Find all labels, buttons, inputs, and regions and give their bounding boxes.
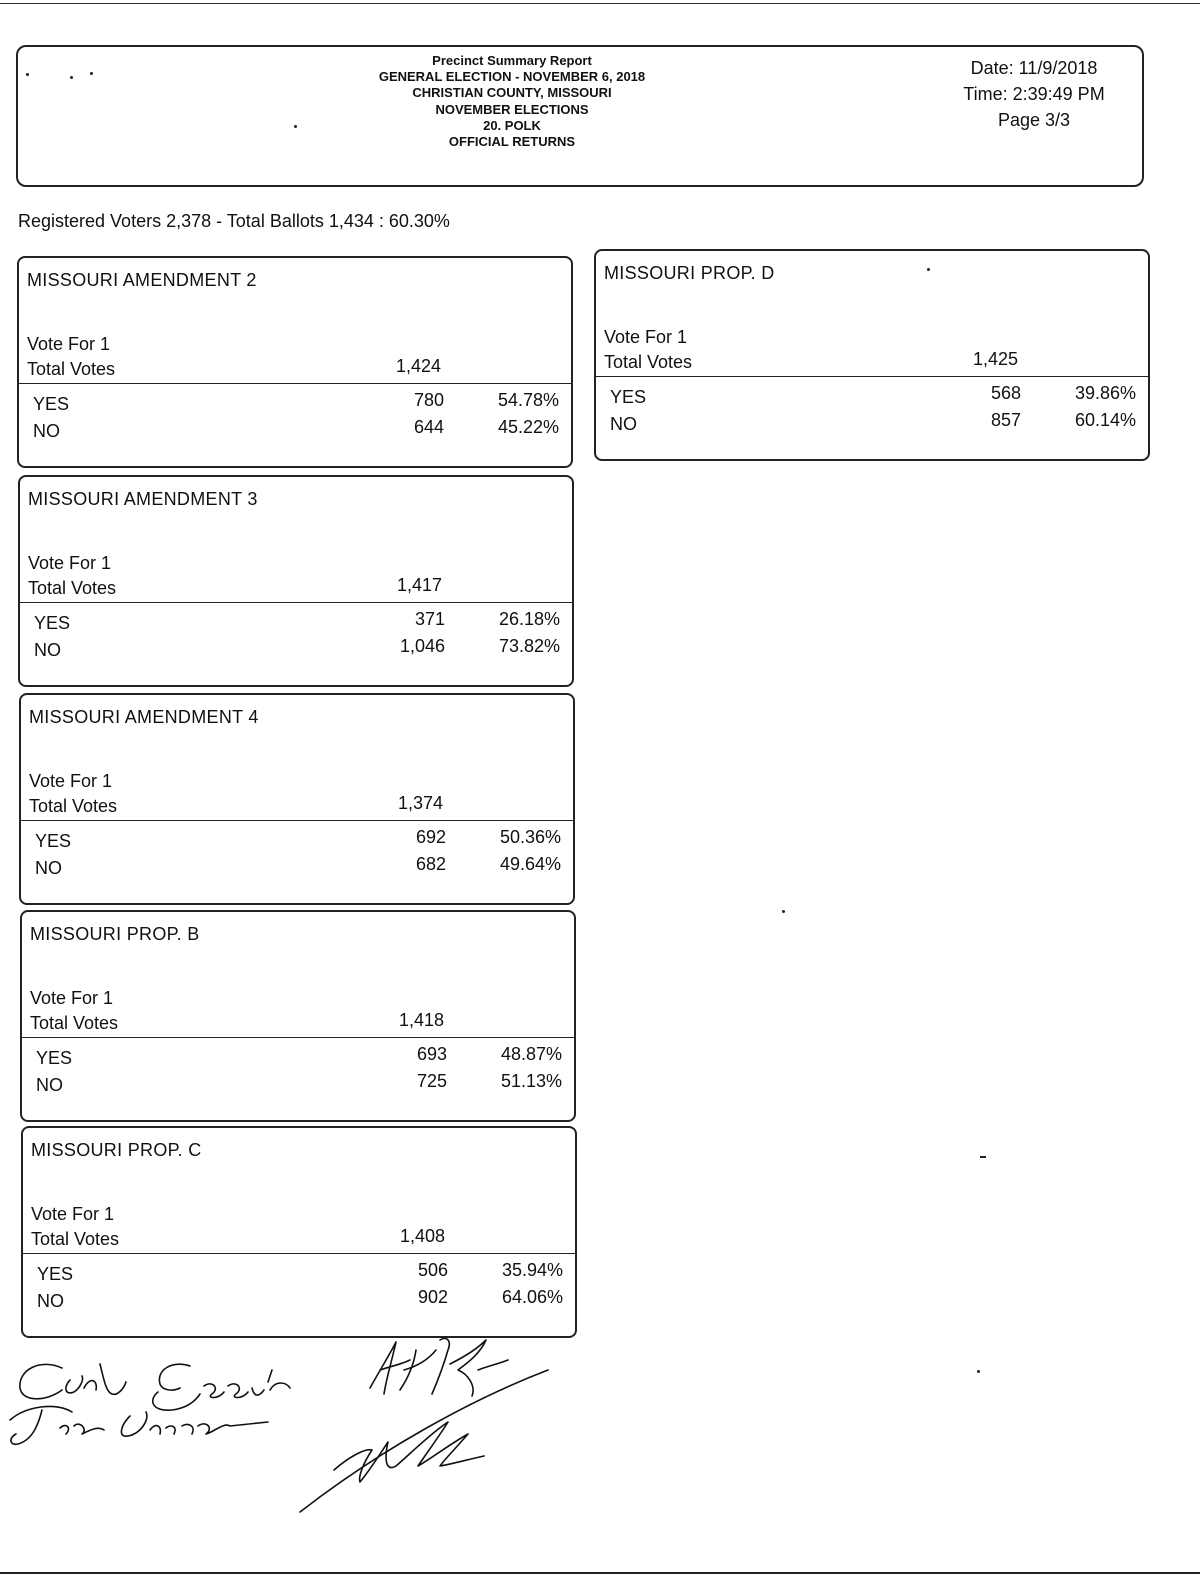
report-date: Date: 11/9/2018 xyxy=(970,58,1098,78)
choice-row-yes xyxy=(23,1260,575,1286)
divider xyxy=(23,1253,575,1254)
contest-missouri-prop-c xyxy=(21,1126,577,1338)
returns-label: OFFICIAL RETURNS xyxy=(448,134,576,150)
page-top-edge xyxy=(0,3,1200,4)
choice-votes: 1,046 xyxy=(399,636,445,656)
choice-row-no xyxy=(20,636,572,662)
total-votes-value: 1,424 xyxy=(395,356,441,376)
vote-for-label: Vote For 1 xyxy=(29,771,113,791)
contest-missouri-amendment-3 xyxy=(18,475,574,687)
choice-name: YES xyxy=(34,613,71,633)
choice-percent: 60.14% xyxy=(1074,410,1136,430)
choice-row-yes xyxy=(19,390,571,416)
choice-percent: 35.94% xyxy=(501,1260,563,1280)
choice-votes: 692 xyxy=(415,827,446,847)
divider xyxy=(22,1037,574,1038)
election-name: GENERAL ELECTION - NOVEMBER 6, 2018 xyxy=(378,69,646,85)
choice-votes: 902 xyxy=(417,1287,448,1307)
choice-percent: 26.18% xyxy=(498,609,560,629)
divider xyxy=(20,602,572,603)
total-votes-label: Total Votes xyxy=(28,578,117,598)
divider xyxy=(19,383,571,384)
choice-name: NO xyxy=(35,858,62,878)
choice-percent: 50.36% xyxy=(499,827,561,847)
signature-2 xyxy=(10,1406,268,1444)
choice-name: NO xyxy=(33,421,60,441)
choice-row-no xyxy=(21,854,573,880)
scan-speck xyxy=(90,72,93,75)
county-name: CHRISTIAN COUNTY, MISSOURI xyxy=(412,85,612,101)
scan-speck xyxy=(782,910,785,913)
choice-name: YES xyxy=(610,387,647,407)
choice-percent: 73.82% xyxy=(498,636,560,656)
total-votes-label: Total Votes xyxy=(29,796,118,816)
contest-missouri-prop-d xyxy=(594,249,1150,461)
report-time: Time: 2:39:49 PM xyxy=(963,84,1105,104)
vote-for-label: Vote For 1 xyxy=(27,334,111,354)
choice-row-no xyxy=(22,1071,574,1097)
total-votes-label: Total Votes xyxy=(30,1013,119,1033)
choice-row-no xyxy=(23,1287,575,1313)
choice-row-yes xyxy=(22,1044,574,1070)
choice-votes: 682 xyxy=(415,854,446,874)
page-bottom-edge xyxy=(0,1572,1200,1574)
initials-mark xyxy=(300,1338,548,1512)
vote-for-label: Vote For 1 xyxy=(604,327,688,347)
turnout-summary: Registered Voters 2,378 - Total Ballots 1,434 : 60.30% xyxy=(18,211,450,231)
total-votes-value: 1,425 xyxy=(972,349,1018,369)
choice-votes: 568 xyxy=(990,383,1021,403)
scan-speck xyxy=(980,1156,986,1158)
choice-row-no xyxy=(596,410,1148,436)
choice-row-yes xyxy=(21,827,573,853)
report-heading xyxy=(288,53,736,150)
report-meta xyxy=(934,55,1134,133)
contest-missouri-amendment-4 xyxy=(19,693,575,905)
choice-votes: 857 xyxy=(990,410,1021,430)
total-votes-label: Total Votes xyxy=(31,1229,120,1249)
choice-name: YES xyxy=(33,394,70,414)
choice-votes: 780 xyxy=(413,390,444,410)
choice-percent: 54.78% xyxy=(497,390,559,410)
choice-votes: 506 xyxy=(417,1260,448,1280)
divider xyxy=(21,820,573,821)
total-votes-label: Total Votes xyxy=(604,352,693,372)
choice-row-no xyxy=(19,417,571,443)
contest-title: MISSOURI AMENDMENT 4 xyxy=(29,707,259,727)
divider xyxy=(596,376,1148,377)
choice-percent: 39.86% xyxy=(1074,383,1136,403)
choice-percent: 49.64% xyxy=(499,854,561,874)
contest-title: MISSOURI PROP. C xyxy=(31,1140,202,1160)
choice-name: NO xyxy=(36,1075,63,1095)
vote-for-label: Vote For 1 xyxy=(28,553,112,573)
total-votes-value: 1,374 xyxy=(397,793,443,813)
contest-title: MISSOURI PROP. B xyxy=(30,924,200,944)
contest-title: MISSOURI PROP. D xyxy=(604,263,775,283)
choice-name: YES xyxy=(36,1048,73,1068)
report-title: Precinct Summary Report xyxy=(432,53,592,68)
choice-row-yes xyxy=(596,383,1148,409)
contest-missouri-prop-b xyxy=(20,910,576,1122)
total-votes-value: 1,408 xyxy=(399,1226,445,1246)
choice-votes: 693 xyxy=(416,1044,447,1064)
scan-speck xyxy=(977,1370,980,1373)
choice-votes: 371 xyxy=(414,609,445,629)
contest-title: MISSOURI AMENDMENT 3 xyxy=(28,489,258,509)
total-votes-label: Total Votes xyxy=(27,359,116,379)
choice-votes: 644 xyxy=(413,417,444,437)
signatures xyxy=(0,1330,600,1530)
page-number: Page 3/3 xyxy=(997,110,1071,130)
contest-missouri-amendment-2 xyxy=(17,256,573,468)
choice-name: NO xyxy=(610,414,637,434)
signature-1 xyxy=(20,1364,290,1410)
choice-percent: 64.06% xyxy=(501,1287,563,1307)
scan-speck xyxy=(26,73,29,76)
precinct-name: 20. POLK xyxy=(483,117,541,133)
contest-title: MISSOURI AMENDMENT 2 xyxy=(27,270,257,290)
choice-name: YES xyxy=(35,831,72,851)
total-votes-value: 1,418 xyxy=(398,1010,444,1030)
choice-name: NO xyxy=(37,1291,64,1311)
total-votes-value: 1,417 xyxy=(396,575,442,595)
scan-speck xyxy=(70,76,73,79)
choice-percent: 45.22% xyxy=(497,417,559,437)
choice-name: NO xyxy=(34,640,61,660)
scan-speck xyxy=(927,268,930,271)
choice-votes: 725 xyxy=(416,1071,447,1091)
choice-row-yes xyxy=(20,609,572,635)
choice-name: YES xyxy=(37,1264,74,1284)
report-header xyxy=(16,45,1144,187)
vote-for-label: Vote For 1 xyxy=(30,988,114,1008)
choice-percent: 48.87% xyxy=(500,1044,562,1064)
choice-percent: 51.13% xyxy=(500,1071,562,1091)
vote-for-label: Vote For 1 xyxy=(31,1204,115,1224)
elections-label: NOVEMBER ELECTIONS xyxy=(435,101,589,117)
